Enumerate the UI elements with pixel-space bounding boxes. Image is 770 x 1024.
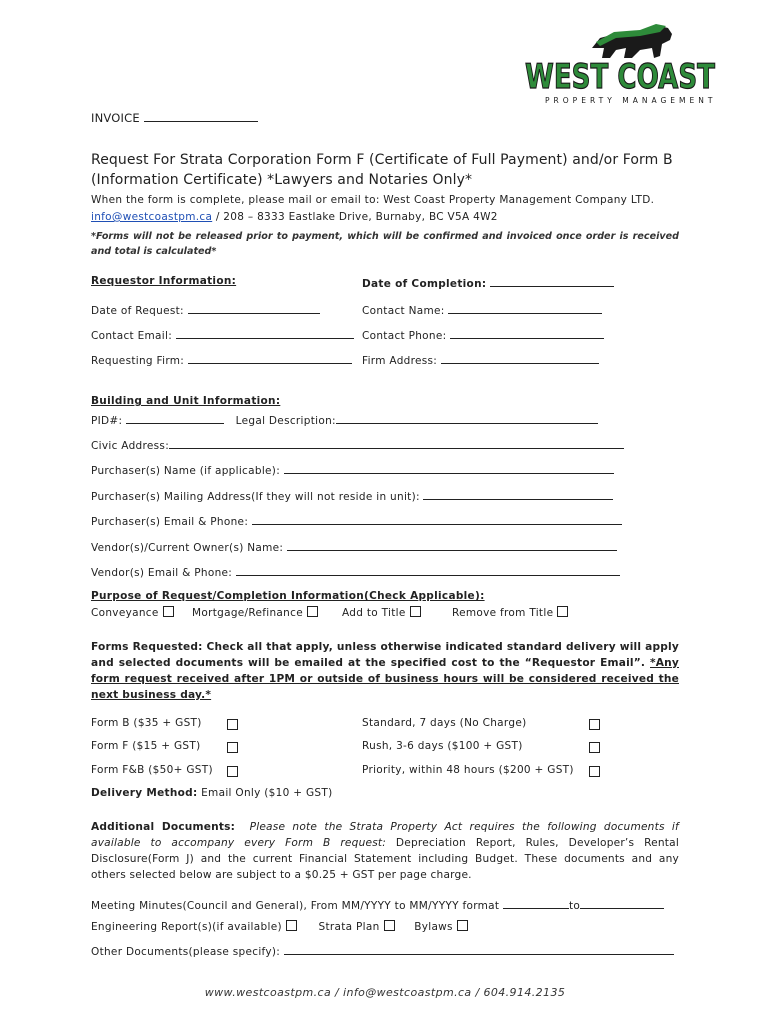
meeting-minutes-field bbox=[91, 897, 664, 912]
strata-plan-label: Strata Plan bbox=[318, 921, 380, 933]
other-documents-line[interactable] bbox=[284, 943, 674, 955]
contact-email-field bbox=[91, 327, 354, 342]
form-fb-checkbox[interactable] bbox=[227, 766, 238, 777]
legal-description-label: Legal Description: bbox=[235, 415, 336, 427]
form-fb-label: Form F&B ($50+ GST) bbox=[91, 764, 213, 776]
payment-notice: *Forms will not be released prior to payment, which will be confirmed and invoiced once order is received and total is calculated* bbox=[91, 231, 679, 257]
date-request-line[interactable] bbox=[188, 302, 320, 314]
additional-documents-list: Depreciation Report, Rules, Developer’s Rental Disclosure(Form J) and the current Financial Statement including Budget. These documents and any others selected below are subject to a $0.25 + GST per page charge. bbox=[91, 837, 679, 881]
page-title bbox=[91, 150, 673, 190]
invoice-field bbox=[91, 110, 258, 125]
delivery-method bbox=[91, 787, 333, 799]
additional-documents-paragraph bbox=[91, 819, 679, 883]
remove-title-label: Remove from Title bbox=[452, 607, 554, 619]
purchaser-email-line[interactable] bbox=[252, 513, 622, 525]
contact-name-field bbox=[362, 302, 602, 317]
contact-phone-label: Contact Phone: bbox=[362, 330, 447, 342]
additional-documents-label: Additional Documents: bbox=[91, 821, 236, 833]
conveyance-label: Conveyance bbox=[91, 607, 159, 619]
requesting-firm-line[interactable] bbox=[188, 352, 352, 364]
address-text: / 208 – 8333 Eastlake Drive, Burnaby, BC V5A 4W2 bbox=[212, 211, 498, 223]
pid-line[interactable] bbox=[126, 412, 224, 424]
requesting-firm-label: Requesting Firm: bbox=[91, 355, 185, 367]
contact-name-line[interactable] bbox=[448, 302, 602, 314]
other-documents-label: Other Documents(please specify): bbox=[91, 946, 281, 958]
west-coast-logo bbox=[520, 18, 720, 110]
engineering-field bbox=[91, 920, 468, 933]
forms-requested-intro: Forms Requested: Check all that apply, unless otherwise indicated standard delivery will apply and selected documents will be emailed at the specified cost to the “Requestor Email”. bbox=[91, 641, 679, 669]
vendor-email-field bbox=[91, 564, 620, 579]
contact-phone-field bbox=[362, 327, 604, 342]
intro-line1: When the form is complete, please mail or email to: West Coast Property Management Company LTD. bbox=[91, 194, 655, 206]
purchaser-email-field bbox=[91, 513, 622, 528]
form-b-label: Form B ($35 + GST) bbox=[91, 717, 202, 729]
contact-name-label: Contact Name: bbox=[362, 305, 445, 317]
additional-documents-requirement: Please note the Strata Property Act requires the following documents if available to accompany every Form B request: bbox=[91, 821, 679, 849]
add-title-checkbox[interactable] bbox=[410, 606, 421, 617]
purpose-heading: Purpose of Request/Completion Information(Check Applicable): bbox=[91, 590, 485, 602]
purchaser-name-line[interactable] bbox=[284, 462, 614, 474]
purpose-add-title bbox=[342, 606, 421, 619]
invoice-line[interactable] bbox=[144, 110, 258, 122]
civic-address-line[interactable] bbox=[169, 437, 624, 449]
footer-contact: www.westcoastpm.ca / info@westcoastpm.ca / 604.914.2135 bbox=[204, 986, 566, 999]
page-title-line2: (Information Certificate) *Lawyers and Notaries Only* bbox=[91, 172, 473, 188]
logo-subtitle: PROPERTY MANAGEMENT bbox=[545, 96, 715, 105]
page-title-line1: Request For Strata Corporation Form F (Certificate of Full Payment) and/or Form B bbox=[91, 152, 673, 168]
purpose-mortgage bbox=[192, 606, 318, 619]
date-completion-label: Date of Completion: bbox=[362, 278, 487, 290]
firm-address-field bbox=[362, 352, 599, 367]
priority-label: Priority, within 48 hours ($200 + GST) bbox=[362, 764, 574, 776]
minutes-to-line[interactable] bbox=[580, 897, 664, 909]
purchaser-mailing-label: Purchaser(s) Mailing Address(If they will not reside in unit): bbox=[91, 491, 420, 503]
email-link[interactable]: info@westcoastpm.ca bbox=[91, 211, 213, 223]
purchaser-mailing-line[interactable] bbox=[423, 488, 613, 500]
intro-line2 bbox=[91, 211, 498, 223]
add-title-label: Add to Title bbox=[342, 607, 406, 619]
purchaser-name-label: Purchaser(s) Name (if applicable): bbox=[91, 465, 281, 477]
pid-label: PID#: bbox=[91, 415, 123, 427]
date-request-field bbox=[91, 302, 320, 317]
contact-email-line[interactable] bbox=[176, 327, 354, 339]
engineering-checkbox[interactable] bbox=[286, 920, 297, 931]
form-f-checkbox[interactable] bbox=[227, 742, 238, 753]
purchaser-name-field bbox=[91, 462, 614, 477]
civic-address-field bbox=[91, 437, 624, 452]
forms-cutoff-notice: *Any form request received after 1PM or outside of business hours will be considered received the next business day.* bbox=[91, 657, 679, 701]
date-completion-field bbox=[362, 275, 614, 290]
rush-label: Rush, 3-6 days ($100 + GST) bbox=[362, 740, 523, 752]
standard-label: Standard, 7 days (No Charge) bbox=[362, 717, 527, 729]
purchaser-email-label: Purchaser(s) Email & Phone: bbox=[91, 516, 249, 528]
vendor-email-label: Vendor(s) Email & Phone: bbox=[91, 567, 233, 579]
logo-brand: WEST COAST bbox=[525, 57, 716, 97]
delivery-method-label: Delivery Method: bbox=[91, 787, 198, 799]
minutes-from-line[interactable] bbox=[503, 897, 569, 909]
form-f-label: Form F ($15 + GST) bbox=[91, 740, 201, 752]
invoice-label: INVOICE bbox=[91, 111, 140, 125]
bylaws-label: Bylaws bbox=[414, 921, 453, 933]
forms-requested-paragraph bbox=[91, 639, 679, 703]
building-heading: Building and Unit Information: bbox=[91, 395, 281, 407]
firm-address-label: Firm Address: bbox=[362, 355, 438, 367]
purpose-conveyance bbox=[91, 606, 174, 619]
civic-address-label: Civic Address: bbox=[91, 440, 170, 452]
purpose-remove-title bbox=[452, 606, 568, 619]
firm-address-line[interactable] bbox=[441, 352, 599, 364]
meeting-minutes-label: Meeting Minutes(Council and General), From MM/YYYY to MM/YYYY format bbox=[91, 900, 500, 912]
minutes-to-label: to bbox=[568, 900, 581, 912]
engineering-label: Engineering Report(s)(if available) bbox=[91, 921, 282, 933]
vendor-name-line[interactable] bbox=[287, 539, 617, 551]
purchaser-mailing-field bbox=[91, 488, 613, 503]
mortgage-checkbox[interactable] bbox=[307, 606, 318, 617]
mortgage-label: Mortgage/Refinance bbox=[192, 607, 303, 619]
other-documents-field bbox=[91, 943, 674, 958]
rush-checkbox[interactable] bbox=[589, 742, 600, 753]
vendor-name-field bbox=[91, 539, 617, 554]
vendor-name-label: Vendor(s)/Current Owner(s) Name: bbox=[91, 542, 284, 554]
remove-title-checkbox[interactable] bbox=[557, 606, 568, 617]
contact-phone-line[interactable] bbox=[450, 327, 604, 339]
bylaws-checkbox[interactable] bbox=[457, 920, 468, 931]
pid-field bbox=[91, 412, 598, 427]
requesting-firm-field bbox=[91, 352, 352, 367]
date-completion-line[interactable] bbox=[490, 275, 614, 287]
contact-email-label: Contact Email: bbox=[91, 330, 173, 342]
legal-description-line[interactable] bbox=[336, 412, 598, 424]
vendor-email-line[interactable] bbox=[236, 564, 620, 576]
standard-checkbox[interactable] bbox=[589, 719, 600, 730]
conveyance-checkbox[interactable] bbox=[163, 606, 174, 617]
form-b-checkbox[interactable] bbox=[227, 719, 238, 730]
delivery-method-value: Email Only ($10 + GST) bbox=[201, 787, 333, 799]
strata-plan-checkbox[interactable] bbox=[384, 920, 395, 931]
bear-icon bbox=[592, 24, 672, 58]
requestor-heading: Requestor Information: bbox=[91, 275, 237, 287]
date-request-label: Date of Request: bbox=[91, 305, 184, 317]
priority-checkbox[interactable] bbox=[589, 766, 600, 777]
